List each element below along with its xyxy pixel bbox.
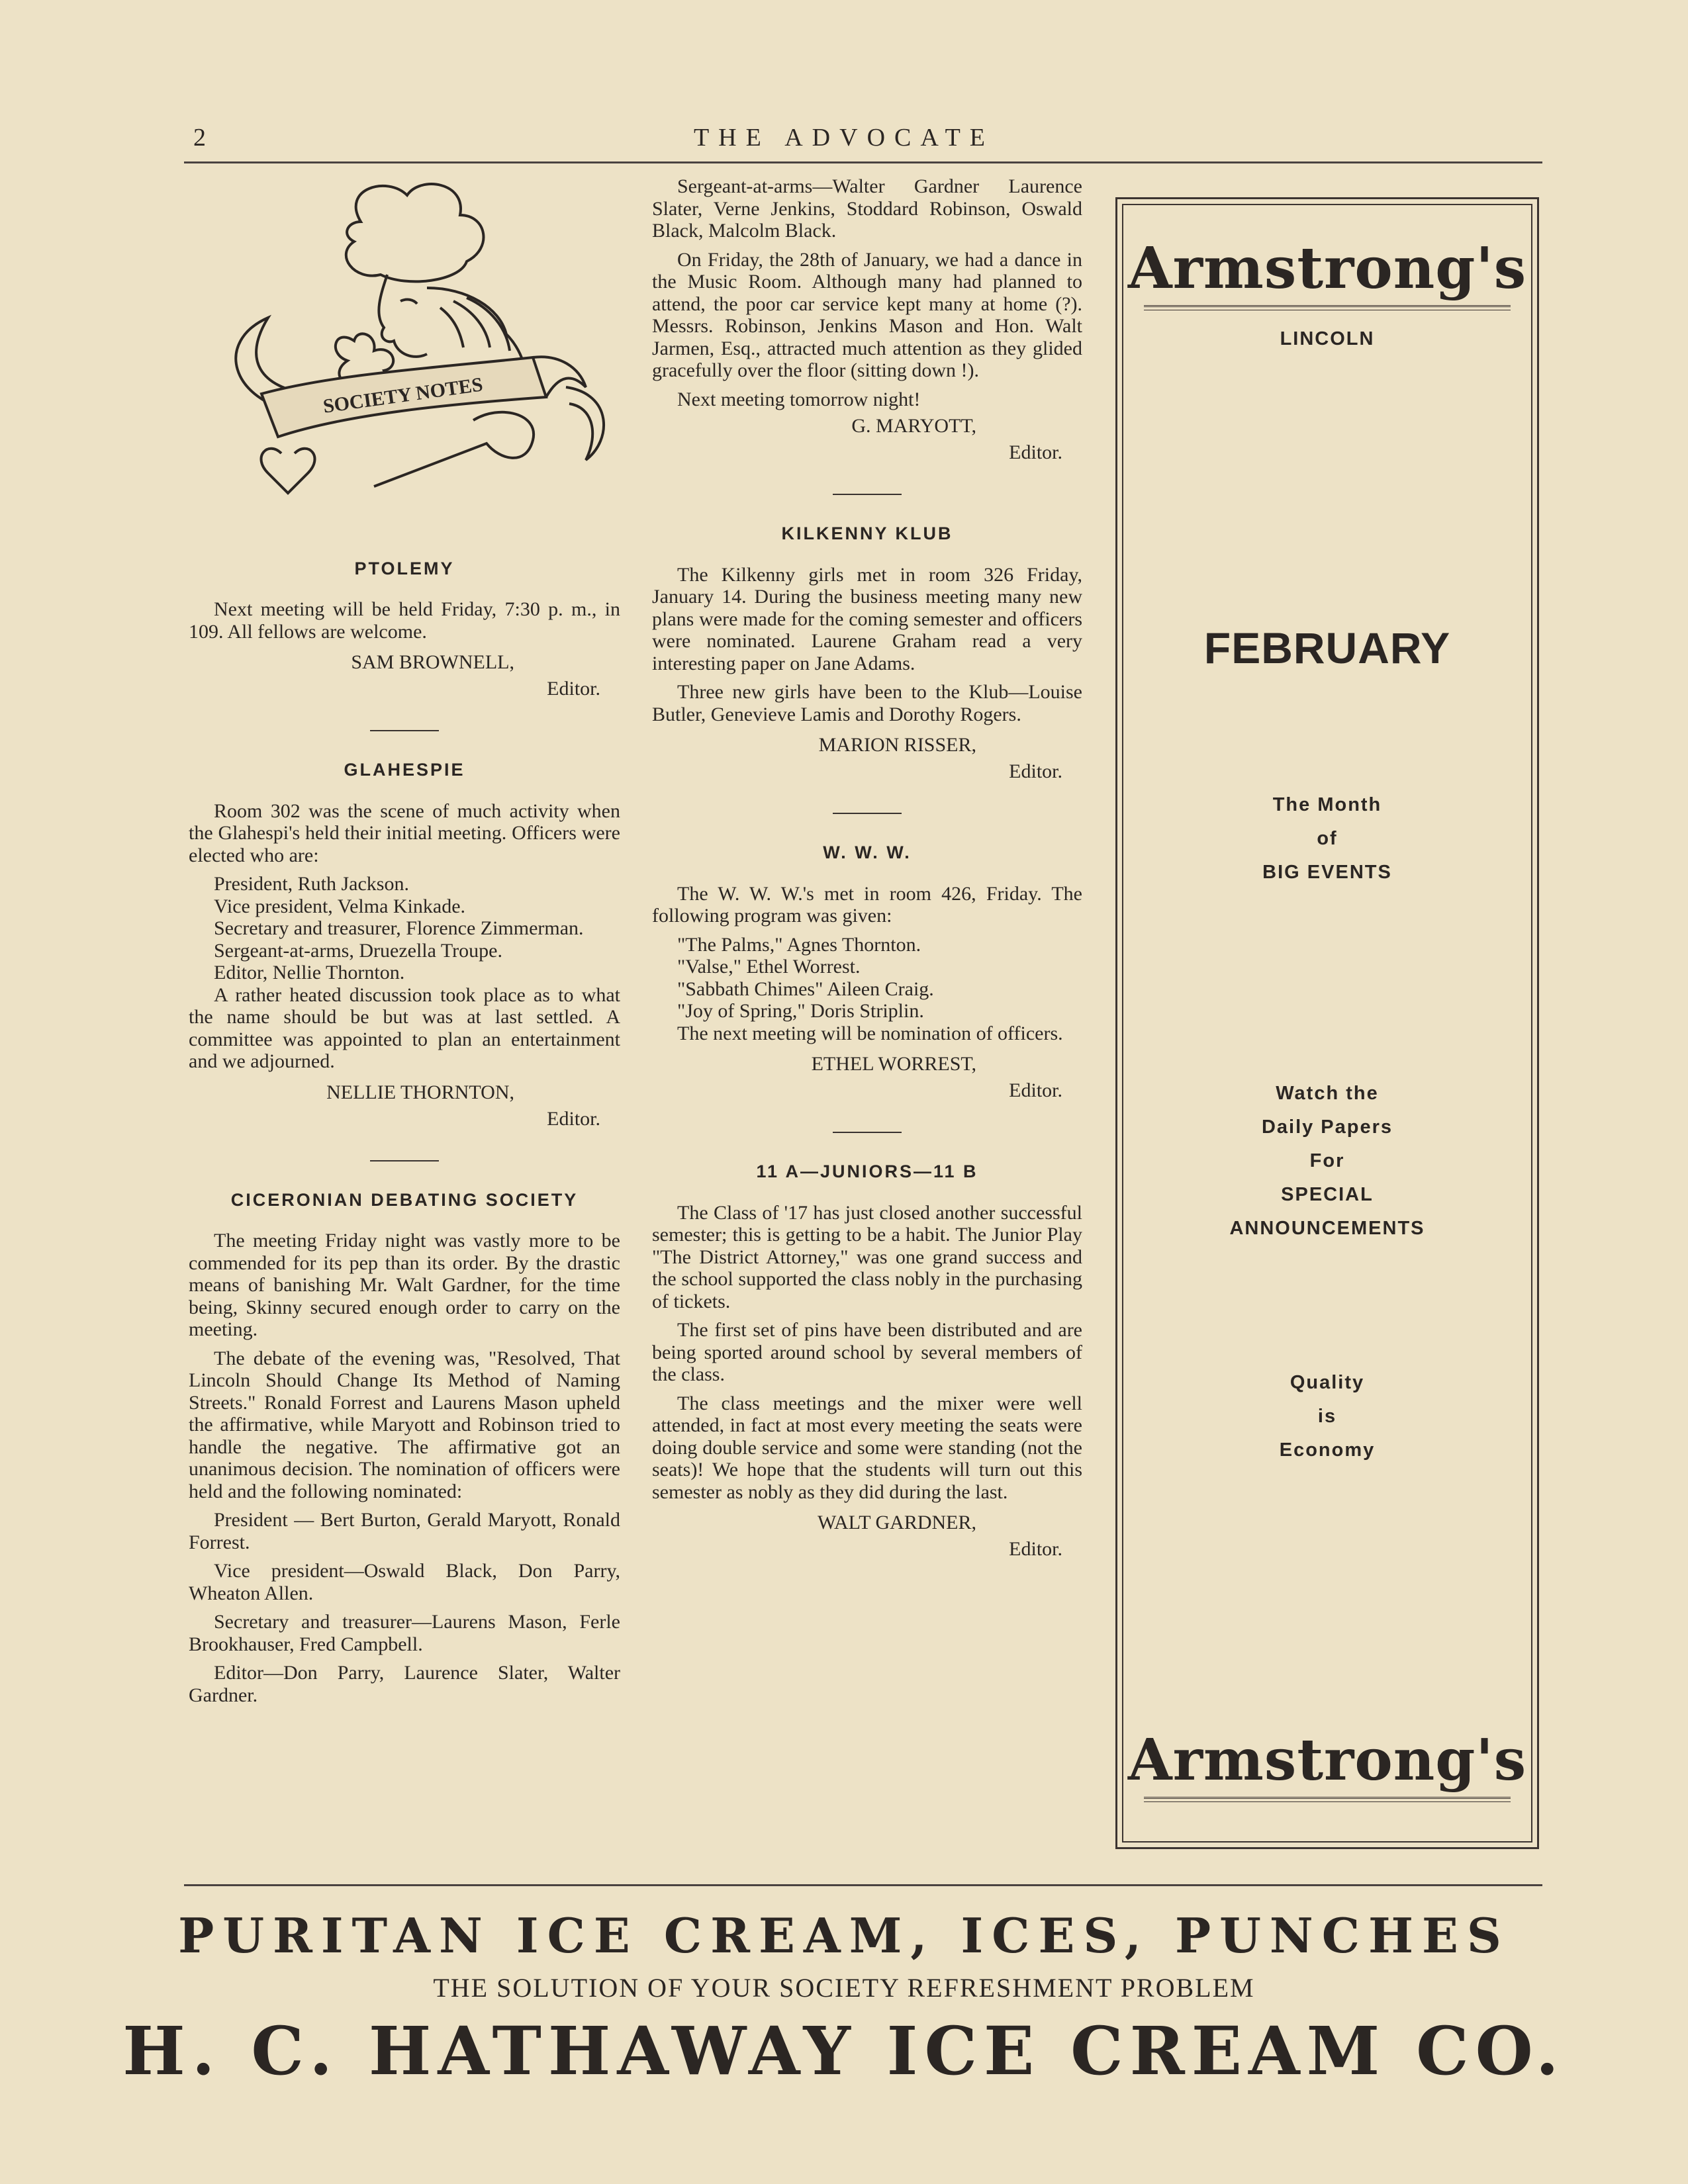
ad-watch-line: SPECIAL: [1281, 1184, 1374, 1205]
juniors-signature-name: WALT GARDNER,: [817, 1512, 976, 1533]
ciceronian-heading: CICERONIAN DEBATING SOCIETY: [230, 1189, 579, 1210]
glahespie-officer: Vice president, Velma Kinkade.: [214, 895, 466, 917]
section-divider: [370, 1160, 439, 1161]
ad-watch-line: For: [1309, 1150, 1345, 1171]
column-middle: [652, 175, 1082, 1565]
juniors-signature-title: Editor.: [1009, 1538, 1062, 1560]
masthead: THE ADVOCATE: [693, 124, 995, 152]
ptolemy-signature-name: SAM BROWNELL,: [351, 651, 514, 673]
kilkenny-signature-name: MARION RISSER,: [818, 734, 976, 756]
kilkenny-paragraph-1: The Kilkenny girls met in room 326 Friday, January 14. During the business meeting many new plans were made for the coming semester and officers were nominated. Laurene Graham read a very interesting paper on Jane Adams.: [652, 563, 1082, 674]
page-number: 2: [193, 124, 206, 152]
continued-paragraph-1: Sergeant-at-arms—Walter Gardner Laurence Slater, Verne Jenkins, Stoddard Robinson, Oswald Black, Malcolm Black.: [652, 175, 1082, 242]
column-left: [189, 175, 620, 1713]
maryott-signature-name: G. MARYOTT,: [851, 415, 976, 437]
glahespie-paragraph-1: Room 302 was the scene of much activity when the Glahespi's held their initial meeting. Officers were elected who are:: [189, 799, 620, 866]
kilkenny-heading: KILKENNY KLUB: [781, 523, 953, 543]
ciceronian-paragraph-2: The debate of the evening was, "Resolved, That Lincoln Should Change Its Method of Naming Streets." Ronald Forrest and Laurens Mason upheld the affirmative, while Maryott and Robinson tried to handle the negative. The affirmative got an unanimous decision. The nomination of officers were held and the following nominated:: [189, 1347, 620, 1502]
continued-paragraph-3: Next meeting tomorrow night!: [677, 388, 921, 410]
glahespie-officer: President, Ruth Jackson.: [214, 873, 409, 895]
section-divider: [833, 813, 902, 814]
section-divider: [833, 494, 902, 495]
www-heading: W. W. W.: [823, 842, 912, 862]
ptolemy-signature-title: Editor.: [547, 678, 600, 700]
ad-name-bottom: Armstrong's: [1127, 1727, 1527, 1794]
glahespie-signature-name: NELLIE THORNTON,: [326, 1081, 514, 1103]
ad-quality-line: Economy: [1279, 1439, 1376, 1461]
ad-month: FEBRUARY: [1203, 623, 1451, 672]
header-rule: [184, 161, 1542, 163]
ciceronian-paragraph-6: Editor—Don Parry, Laurence Slater, Walter Gardner.: [189, 1662, 620, 1706]
ad-watch-line: Watch the: [1276, 1083, 1379, 1104]
section-divider: [833, 1132, 902, 1133]
ptolemy-body: Next meeting will be held Friday, 7:30 p. m., in 109. All fellows are welcome.: [189, 598, 620, 643]
www-program-item: "The Palms," Agnes Thornton.: [677, 933, 921, 956]
glahespie-officer: Sergeant-at-arms, Druezella Troupe.: [214, 939, 502, 962]
ad-quality-line: Quality: [1289, 1372, 1365, 1393]
glahespie-officer: Secretary and treasurer, Florence Zimmerman.: [214, 917, 584, 939]
ciceronian-paragraph-3: President — Bert Burton, Gerald Maryott, Ronald Forrest.: [189, 1509, 620, 1553]
juniors-paragraph-2: The first set of pins have been distributed and are being sported around school by several members of the class.: [652, 1319, 1082, 1385]
footer-tagline: THE SOLUTION OF YOUR SOCIETY REFRESHMENT PROBLEM: [433, 1973, 1255, 2003]
glahespie-paragraph-2: A rather heated discussion took place as to what the name should be but was at last settled. A committee was appointed to plan an entertainment and we adjourned.: [189, 983, 620, 1072]
continued-paragraph-2: On Friday, the 28th of January, we had a dance in the Music Room. Although many had planned to attend, the poor car service kept many at home (?). Messrs. Robinson, Jenkins Mason and Hon. Walt Jarmen, Esq., attracted much attention as they glided gracefully over the floor (sitting down !).: [652, 248, 1082, 381]
ciceronian-paragraph-1: The meeting Friday night was vastly more to be commended for its pep than its order. By the drastic means of banishing Mr. Walt Gardner, for the time being, Skinny secured enough order to carry on the meeting.: [189, 1230, 620, 1340]
ptolemy-heading: PTOLEMY: [354, 558, 455, 578]
ad-name-top: Armstrong's: [1127, 235, 1527, 302]
www-signature-name: ETHEL WORREST,: [811, 1053, 976, 1075]
www-signature-title: Editor.: [1009, 1079, 1062, 1101]
footer-headline: PURITAN ICE CREAM, ICES, PUNCHES: [178, 1907, 1510, 1964]
society-notes-illustration: [189, 175, 612, 520]
ad-tag-line: of: [1317, 828, 1338, 849]
banner-text: SOCIETY NOTES: [321, 373, 485, 418]
kilkenny-signature-title: Editor.: [1009, 760, 1062, 782]
ad-rule-bottom: [1144, 1797, 1511, 1802]
juniors-paragraph-1: The Class of '17 has just closed another successful semester; this is getting to be a habit. The Junior Play "The District Attorney," was one grand success and the school supported the class nobly in the purchasing of tickets.: [652, 1201, 1082, 1312]
www-paragraph-2: The next meeting will be nomination of officers.: [677, 1022, 1063, 1044]
juniors-heading: 11 A—JUNIORS—11 B: [756, 1161, 978, 1181]
glahespie-officer: Editor, Nellie Thornton.: [214, 962, 405, 983]
www-program-item: "Sabbath Chimes" Aileen Craig.: [677, 978, 934, 1000]
footer-company: H. C. HATHAWAY ICE CREAM CO.: [122, 2012, 1566, 2090]
ad-tag-line: The Month: [1272, 794, 1382, 815]
ciceronian-paragraph-4: Vice president—Oswald Black, Don Parry, Wheaton Allen.: [189, 1560, 620, 1604]
glahespie-heading: GLAHESPIE: [344, 760, 465, 780]
kilkenny-paragraph-2: Three new girls have been to the Klub—Louise Butler, Genevieve Lamis and Dorothy Rogers.: [652, 681, 1082, 725]
www-paragraph-1: The W. W. W.'s met in room 426, Friday. The following program was given:: [652, 882, 1082, 927]
maryott-signature-title: Editor.: [1009, 441, 1062, 463]
ciceronian-paragraph-5: Secretary and treasurer—Laurens Mason, Ferle Brookhauser, Fred Campbell.: [189, 1611, 620, 1655]
ad-watch-line: Daily Papers: [1261, 1116, 1393, 1138]
ad-quality-line: is: [1317, 1406, 1337, 1427]
juniors-paragraph-3: The class meetings and the mixer were well attended, in fact at most every meeting the seats were doing double service and some were standing (not the seats)! We hope that the students will turn out this semester as nobly as they did during the last.: [652, 1392, 1082, 1503]
glahespie-signature-title: Editor.: [547, 1107, 600, 1130]
ad-city: LINCOLN: [1280, 328, 1375, 349]
ad-tag-line: BIG EVENTS: [1262, 862, 1392, 883]
ad-rule-top: [1144, 305, 1511, 310]
www-program-item: "Joy of Spring," Doris Striplin.: [677, 1000, 924, 1022]
ad-watch-line: ANNOUNCEMENTS: [1229, 1218, 1425, 1239]
footer-rule: [184, 1884, 1542, 1886]
armstrongs-advertisement: [1115, 197, 1539, 1849]
www-program-item: "Valse," Ethel Worrest.: [677, 956, 861, 978]
section-divider: [370, 730, 439, 731]
